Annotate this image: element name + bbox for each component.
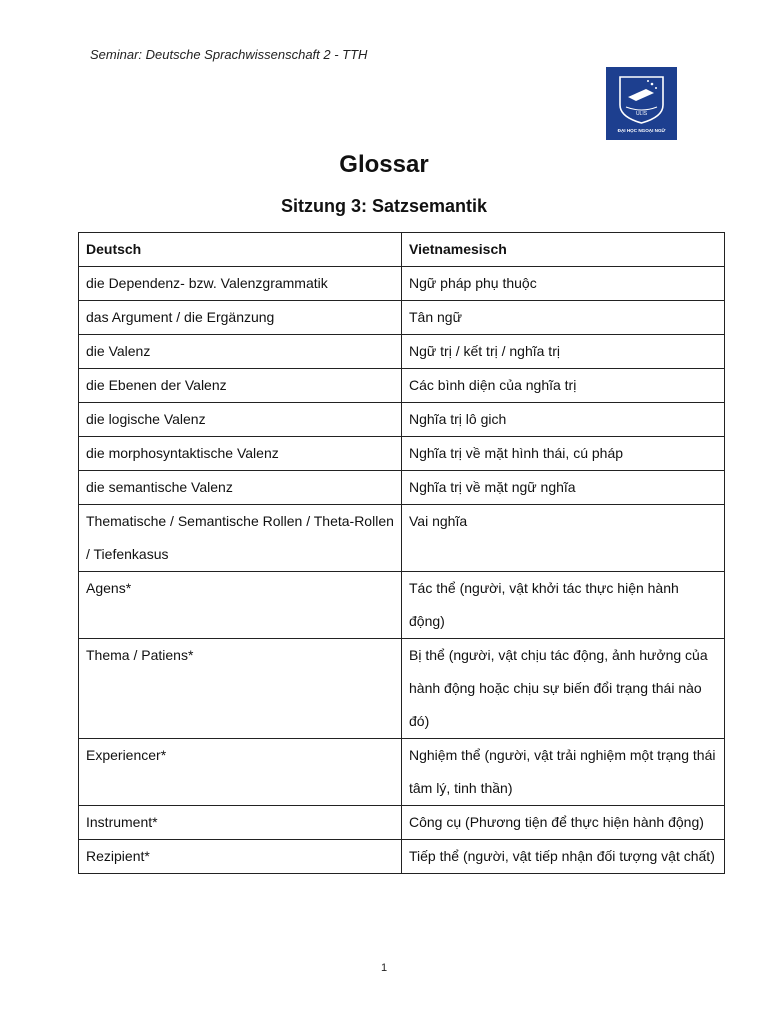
term-german: Experiencer* — [79, 739, 402, 806]
term-vietnamese: Các bình diện của nghĩa trị — [402, 369, 725, 403]
term-vietnamese: Nghiệm thể (người, vật trải nghiệm một trạng thái tâm lý, tinh thần) — [402, 739, 725, 806]
table-row — [79, 572, 725, 639]
term-german: Instrument* — [79, 806, 402, 840]
logo-text-bottom: ĐẠI HỌC NGOẠI NGỮ — [617, 128, 666, 133]
table-row — [79, 437, 725, 471]
table-row — [79, 369, 725, 403]
page-number: 1 — [380, 962, 388, 974]
university-logo — [606, 67, 677, 140]
term-german: die Dependenz- bzw. Valenzgrammatik — [79, 267, 402, 301]
glossary-table — [78, 232, 725, 874]
table-row — [79, 403, 725, 437]
term-vietnamese: Tác thể (người, vật khởi tác thực hiện hành động) — [402, 572, 725, 639]
term-vietnamese: Tiếp thể (người, vật tiếp nhận đối tượng vật chất) — [402, 840, 725, 874]
term-vietnamese: Công cụ (Phương tiện để thực hiện hành động) — [402, 806, 725, 840]
term-vietnamese: Nghĩa trị về mặt ngữ nghĩa — [402, 471, 725, 505]
term-german: die logische Valenz — [79, 403, 402, 437]
term-german: Thema / Patiens* — [79, 639, 402, 739]
term-vietnamese: Nghĩa trị lô gich — [402, 403, 725, 437]
table-row — [79, 267, 725, 301]
table-row — [79, 806, 725, 840]
column-header-vietnamesisch: Vietnamesisch — [402, 233, 725, 267]
table-row — [79, 739, 725, 806]
logo-text-top: ULIS — [635, 111, 648, 117]
column-header-deutsch: Deutsch — [79, 233, 402, 267]
term-german: Rezipient* — [79, 840, 402, 874]
term-german: das Argument / die Ergänzung — [79, 301, 402, 335]
term-vietnamese: Tân ngữ — [402, 301, 725, 335]
table-row — [79, 639, 725, 739]
term-vietnamese: Vai nghĩa — [402, 505, 725, 572]
term-german: die morphosyntaktische Valenz — [79, 437, 402, 471]
term-german: die Ebenen der Valenz — [79, 369, 402, 403]
term-vietnamese: Bị thể (người, vật chịu tác động, ảnh hưởng của hành động hoặc chịu sự biến đổi trạng thái nào đó) — [402, 639, 725, 739]
page-subtitle: Sitzung 3: Satzsemantik — [280, 196, 488, 216]
table-header-row — [79, 233, 725, 267]
table-row — [79, 335, 725, 369]
term-vietnamese: Ngữ pháp phụ thuộc — [402, 267, 725, 301]
table-row — [79, 505, 725, 572]
table-row — [79, 840, 725, 874]
term-vietnamese: Ngữ trị / kết trị / nghĩa trị — [402, 335, 725, 369]
term-german: Thematische / Semantische Rollen / Theta-Rollen / Tiefenkasus — [79, 505, 402, 572]
page-title: Glossar — [339, 151, 429, 178]
document-header: Seminar: Deutsche Sprachwissenschaft 2 - TTH — [90, 47, 368, 62]
term-vietnamese: Nghĩa trị về mặt hình thái, cú pháp — [402, 437, 725, 471]
table-row — [79, 301, 725, 335]
term-german: die Valenz — [79, 335, 402, 369]
table-row — [79, 471, 725, 505]
term-german: die semantische Valenz — [79, 471, 402, 505]
term-german: Agens* — [79, 572, 402, 639]
